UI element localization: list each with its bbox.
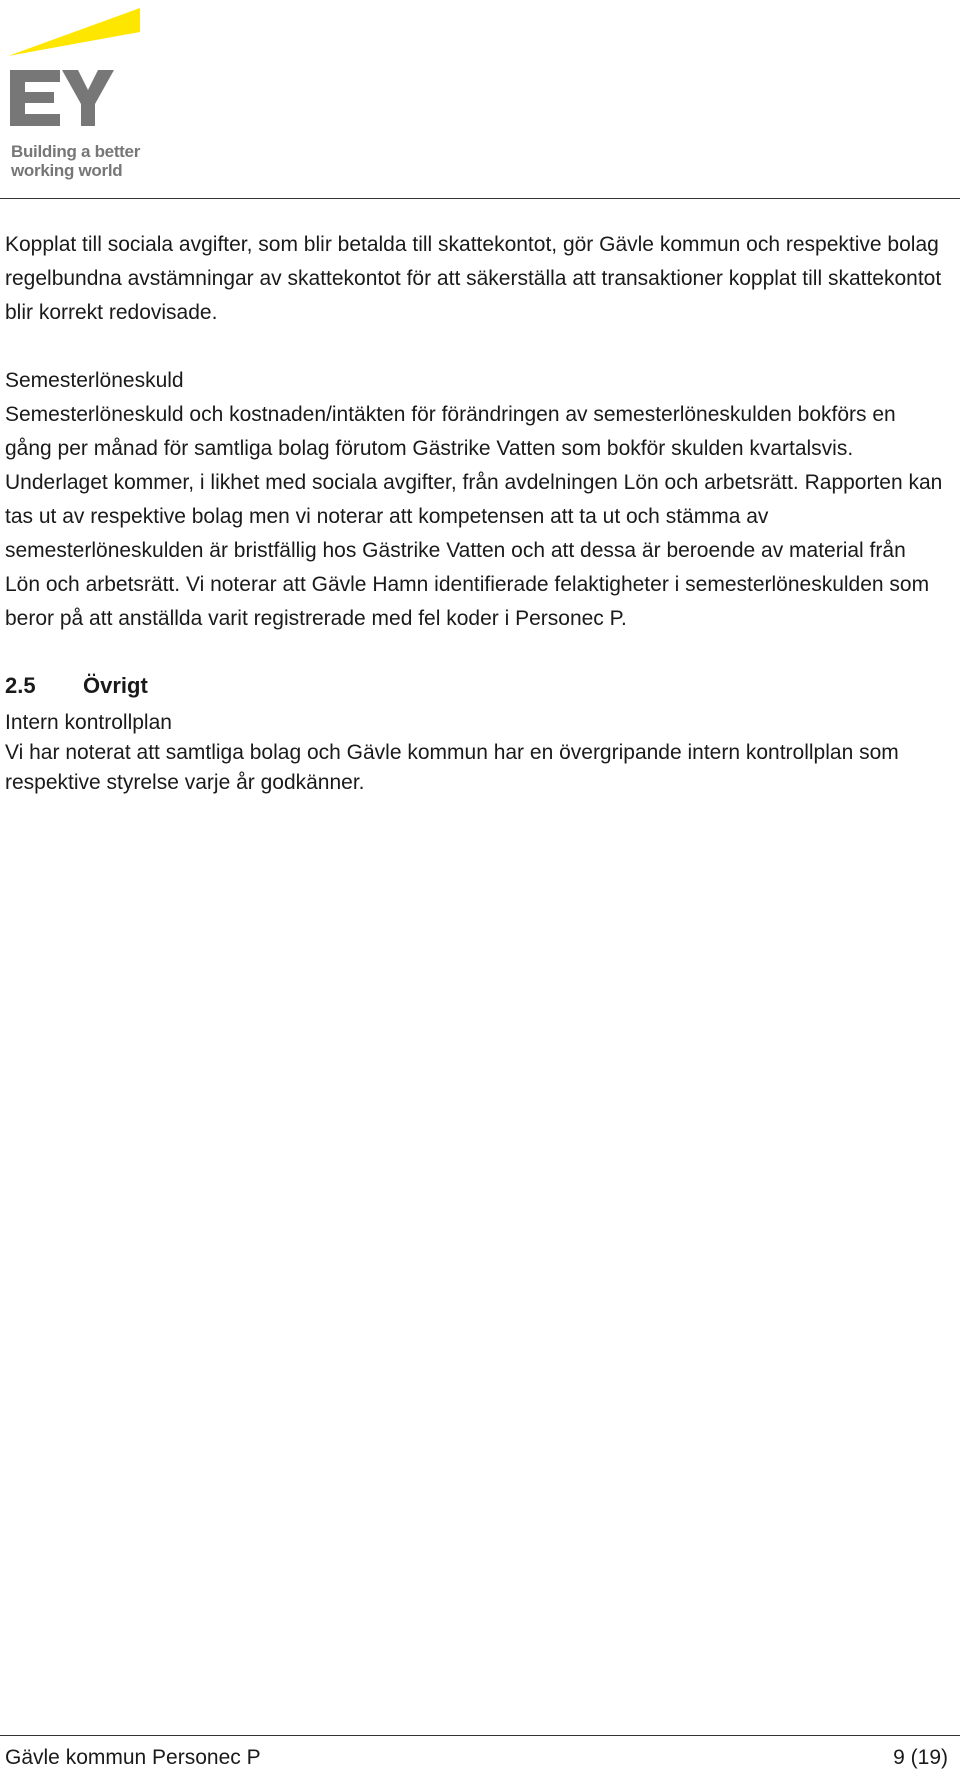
ey-logo (8, 8, 168, 183)
logo-letter-y (62, 70, 114, 126)
logo-tagline-line1: Building a better (11, 142, 141, 161)
logo-tagline-line2: working world (11, 161, 123, 180)
logo-letter-e (10, 70, 60, 126)
ey-logo-mark-icon (8, 8, 168, 138)
section-heading (5, 670, 945, 702)
page-header (0, 0, 960, 200)
footer-document-title: Gävle kommun Personec P (5, 1746, 261, 1769)
footer-divider (0, 1735, 960, 1736)
subheading-semesterloneskuld: Semesterlöneskuld (5, 369, 184, 392)
header-divider (0, 198, 960, 199)
footer-page-number: 9 (19) (893, 1746, 948, 1769)
paragraph-social-fees: Kopplat till sociala avgifter, som blir betalda till skattekontot, gör Gävle kommun och respektive bolag regelbundna avstämningar av skattekontot för att säkerställa att transaktioner kopplat till skattekontot blir korrekt redovisade. (5, 233, 942, 324)
paragraph-semesterloneskuld: Semesterlöneskuld och kostnaden/intäkten för förändringen av semesterlöneskulden bokförs en gång per månad för samtliga bolag förutom Gästrike Vatten som bokför skulden kvartalsvis. Underlaget kommer, i likhet med sociala avgifter, från avdelningen Lön och arbetsrätt. Rapporten kan tas ut av respektive bolag men vi noterar att kompetensen att ta ut och stämma av semesterlöneskulden är bristfällig hos Gästrike Vatten och att dessa är beroende av material från Lön och arbetsrätt. Vi noterar att Gävle Hamn identifierade felaktigheter i semesterlöneskulden som beror på att anställda varit registrerade med fel koder i Personec P. (5, 403, 943, 630)
paragraph-intern-kontrollplan: Vi har noterat att samtliga bolag och Gävle kommun har en övergripande intern kontrollplan som respektive styrelse varje år godkänner. (5, 741, 899, 794)
section-title: Övrigt (83, 673, 148, 698)
subheading-intern-kontrollplan: Intern kontrollplan (5, 711, 172, 734)
section-number: 2.5 (5, 673, 36, 698)
document-body (5, 228, 945, 798)
logo-tagline (11, 142, 140, 180)
logo-yellow-beam (8, 8, 140, 56)
